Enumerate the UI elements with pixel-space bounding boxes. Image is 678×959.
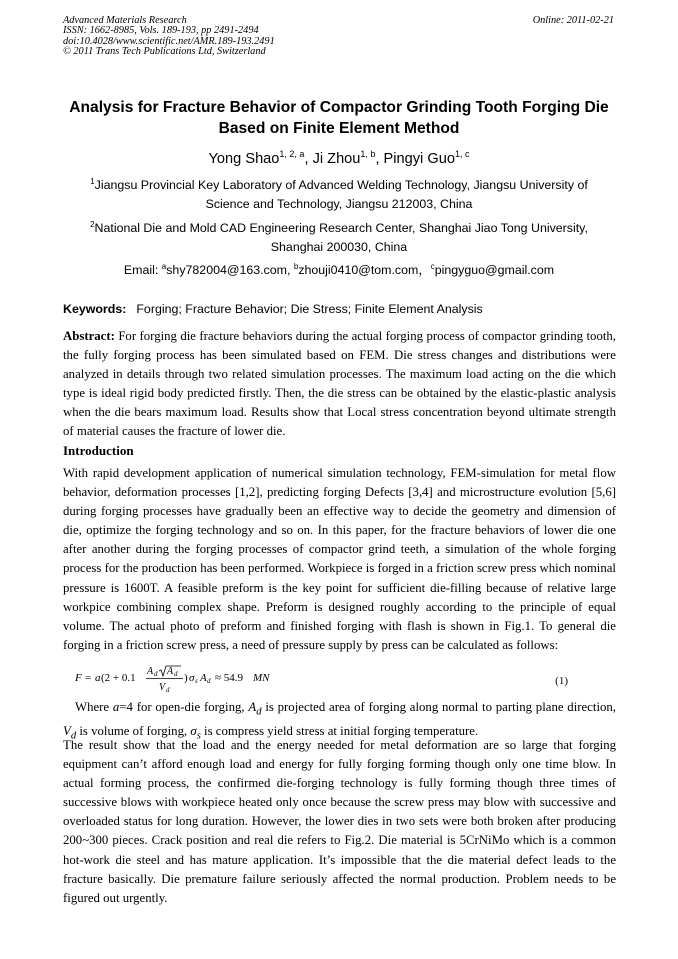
eq-sqrt-a-sub: d	[174, 670, 178, 678]
eq-sigma: σ	[189, 672, 195, 684]
eq-a: a	[95, 672, 101, 684]
eq-ad: A	[200, 672, 207, 684]
keywords-label: Keywords:	[63, 302, 127, 316]
email-address[interactable]: zhouji0410@tom.com	[298, 263, 419, 277]
keywords-line	[63, 300, 483, 319]
equation-number: (1)	[555, 675, 568, 687]
equation-1	[63, 665, 616, 697]
paper-title: Analysis for Fracture Behavior of Compactor Grinding Tooth Forging Die Based on Finite Element Method	[69, 99, 609, 137]
author-name: Pingyi Guo	[383, 151, 455, 167]
journal-name: Advanced Materials Research	[63, 15, 187, 26]
email-label: Email:	[123, 263, 162, 277]
copyright-line: © 2011 Trans Tech Publications Ltd, Switzerland	[63, 45, 266, 57]
eq-num-a: A	[147, 666, 154, 677]
eq-sign: =	[85, 672, 92, 684]
author-affiliation-mark: 1, c	[454, 149, 470, 159]
author-name: Yong Shao	[208, 151, 280, 167]
abstract-text: For forging die fracture behaviors during the actual forging process of compactor grinding tooth, the fully forging process has been simulated based on FEM. Die stress changes and distributions were analyzed in details through two related simulation processes. The maximum load acting on the die which type is ideal rigid body predicted firstly. Then, the die stress can be obtained by the elastic-plastic analysis when the die bears maximum load. Results show that Local stress concentration beyond ultimate strength of material causes the fracture of lower die.	[63, 329, 617, 439]
author-list: Yong Shao$^{1, 2, a}$, Ji Zhou$^{1, b}$, Pingyi Guo$^{1, c}$	[208, 149, 470, 167]
author-name: Ji Zhou	[312, 151, 361, 167]
eq-den-v-sub: d	[166, 686, 170, 694]
eq-lhs: F	[75, 672, 82, 684]
eq-open: (2 + 0.1	[101, 672, 136, 684]
eq-approx-value: ≈ 54.9	[215, 672, 244, 684]
eq-den-v: V	[159, 682, 166, 693]
eq-close: )	[184, 672, 188, 684]
section-heading-introduction: Introduction	[63, 443, 134, 458]
journal-header	[63, 16, 275, 57]
doi-line[interactable]: doi:10.4028/www.scientific.net/AMR.189-193.2491	[63, 35, 275, 47]
online-date: Online: 2011-02-21	[532, 15, 614, 26]
force-equation-formula	[75, 665, 305, 697]
author-affiliation-mark: 1, 2, a	[279, 149, 305, 159]
email-line: Email: $^a$shy782004@163.com, $^b$zhouji0410@tom.com，$^c$pingyguo@gmail.com	[123, 262, 555, 277]
intro-paragraph-1: With rapid development application of numerical simulation technology, FEM-simulation for metal flow behavior, deformation processes [1,2], predicting forging Defects [3,4] and microstructure evolution [5,6] during forging processes have gradually been an effective way to decide the geometry and dimension of die, optimize the forging technology and so on. In this paper, for the fracture behaviors of lower die one after another during the forging processes of compactor grind teeth, a simulation of the whole forging process for the production has been performed. Workpiece is forged in a friction screw press which nominal pressure is 1600T. A feasible preform is the key point for sufficient die-filling because of relative large workpice combining complex shape. Preform is designed roughly according to the principle of equal volume. The actual photo of preform and finished forging with flash is shown in Fig.1. To general die forging in a friction screw press, a need of pressure supply by press can be calculated as follows:	[63, 466, 616, 652]
email-address[interactable]: shy782004@163.com	[166, 263, 287, 277]
where-paragraph: Where a=4 for open-die forging, $A_d$ is projected area of forging along normal to parting plane direction, $V_d$ is volume of forging, $\sigma_s$ is compress yield stress at initial forging temperature.	[63, 700, 616, 742]
eq-num-a-sub: d	[154, 670, 158, 678]
intro-paragraph-2: The result show that the load and the energy needed for metal deformation are so large that forging equipment can’t afford enough load and energy for fully forging forming though only one time blow. In actual forming process, the confirmed die-forging technology is fully forming though three times of successive blows with workpiece heated only once because the screw press may blow with successive and overloaded status for long duration. However, the lower dies in two sets were both broken after producing 200~300 pieces. Crack position and real die refers to Fig.2. Die material is 5CrNiMo which is a common hot-work die steel and has mature application. It’s impossible that the die material defect leads to the fracture basically. Die premature failure seriously affected the normal production. Problem needs to be figured out urgently.	[63, 738, 616, 905]
email-address[interactable]: pingyguo@gmail.com	[434, 263, 555, 277]
eq-unit: MN	[253, 672, 270, 684]
eq-sqrt-a: A	[167, 666, 174, 677]
affiliation-1: $^1$Jiangsu Provincial Key Laboratory of Advanced Welding Technology, Jiangsu University of Science and Technology, Jiangsu 212003, China	[90, 177, 588, 211]
abstract-label: Abstract:	[63, 329, 115, 343]
eq-sigma-sub: s	[195, 677, 198, 685]
issn-line: ISSN: 1662-8985, Vols. 189-193, pp 2491-2494	[63, 25, 259, 37]
abstract-paragraph	[63, 327, 616, 442]
eq-ad-sub: d	[207, 677, 211, 685]
keywords-text: Forging; Fracture Behavior; Die Stress; Finite Element Analysis	[136, 302, 483, 316]
author-affiliation-mark: 1, b	[360, 149, 376, 159]
affiliation-2: $^2$National Die and Mold CAD Engineering Research Center, Shanghai Jiao Tong University, Shanghai 200030, China	[90, 220, 588, 254]
